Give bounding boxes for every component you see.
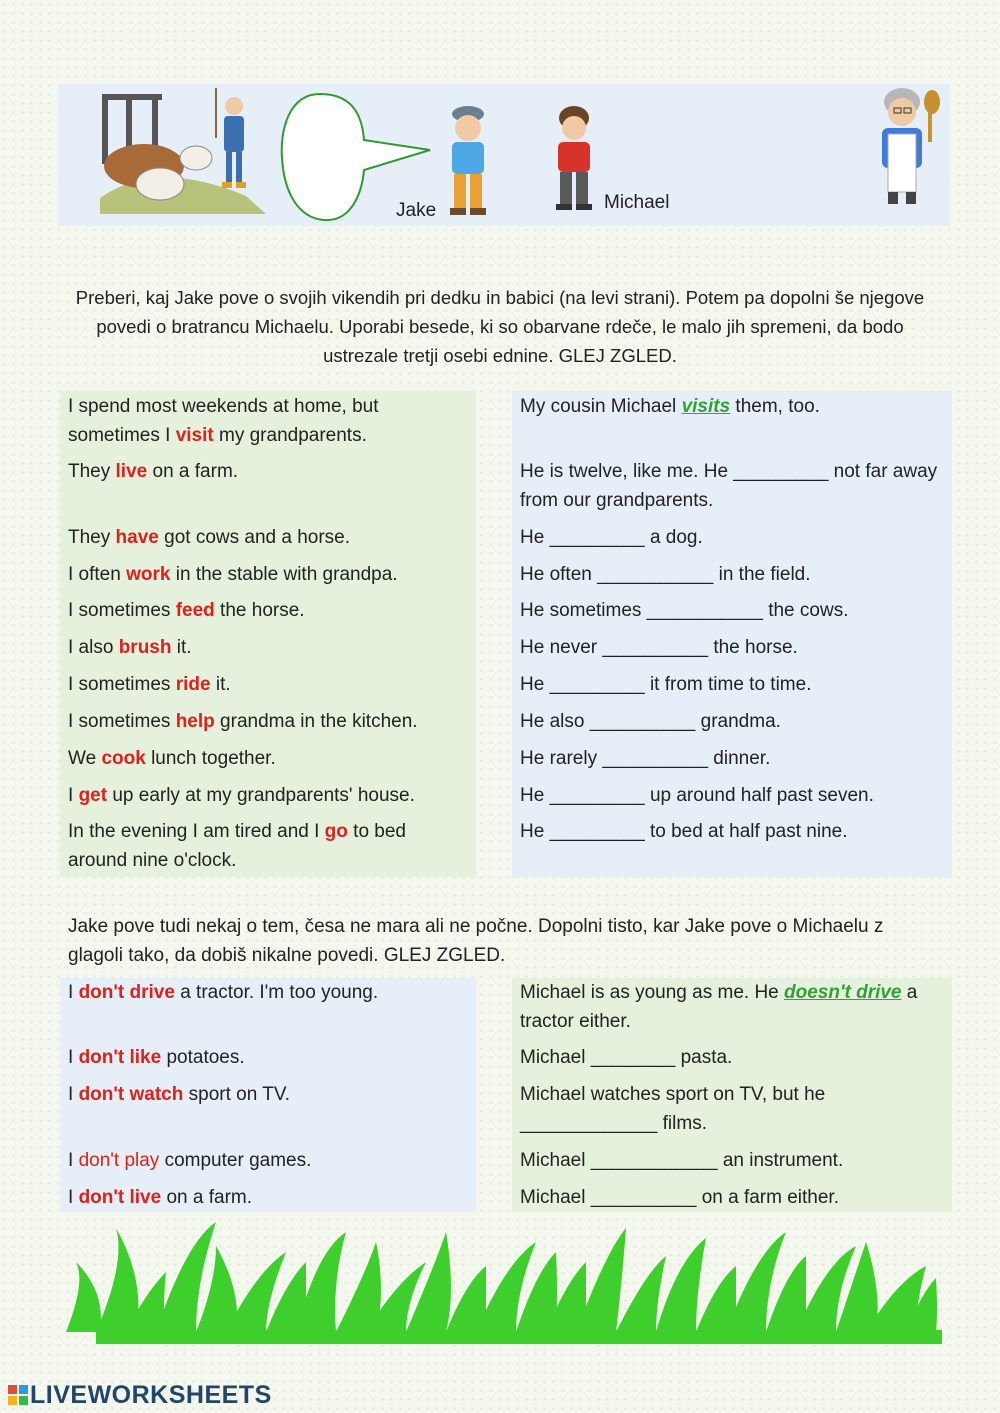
jake-sentence: I also brush it. bbox=[68, 637, 192, 658]
michael-gap-sentence: He sometimes ___________ the cows. bbox=[520, 600, 849, 621]
michael-negative-gap: Michael __________ on a farm either. bbox=[520, 1187, 839, 1208]
instructions-negative: Jake pove tudi nekaj o tem, česa ne mara ali ne počne. Dopolni tisto, kar Jake pove o Michaelu z glagoli tako, da dobiš nikalne povedi. GLEJ ZGLED. bbox=[68, 916, 884, 966]
jake-sentence: In the evening I am tired and I go to bed around nine o'clock. bbox=[68, 821, 406, 871]
michael-gap-sentence: He also __________ grandma. bbox=[520, 711, 781, 732]
instructions-intro: Preberi, kaj Jake pove o svojih vikendih pri dedku in babici (na levi strani). Potem pa dopolni še njegove povedi o bratrancu Michaelu. Uporabi besede, ki so obarvane rdeče, le malo jih spremeni, da bodo ustrezale tretji osebi ednine. GLEJ ZGLED. bbox=[75, 287, 925, 366]
michael-gap-sentence: He never __________ the horse. bbox=[520, 637, 798, 658]
michael-gap-sentence: He often ___________ in the field. bbox=[520, 564, 811, 585]
jake-negative-sentence: I don't like potatoes. bbox=[68, 1047, 245, 1068]
logo-text: LIVEWORKSHEETS bbox=[30, 1381, 272, 1409]
michael-gap-sentence: He _________ to bed at half past nine. bbox=[520, 821, 848, 842]
michael-gap-sentence: He _________ it from time to time. bbox=[520, 674, 812, 695]
jake-sentence: They live on a farm. bbox=[68, 461, 239, 482]
jake-negative-sentence: I don't live on a farm. bbox=[68, 1187, 253, 1208]
michael-figure bbox=[548, 104, 604, 214]
jake-sentence: I sometimes feed the horse. bbox=[68, 600, 305, 621]
michael-gap-sentence: He _________ up around half past seven. bbox=[520, 785, 874, 806]
liveworksheets-logo[interactable] bbox=[8, 1381, 272, 1410]
jake-sentence: I spend most weekends at home, but sometimes I visit my grandparents. bbox=[68, 396, 379, 446]
jake-sentence: They have got cows and a horse. bbox=[68, 527, 351, 548]
michael-negative-gap: Michael watches sport on TV, but he _____________ films. bbox=[520, 1084, 826, 1134]
farm-scene-illustration bbox=[96, 88, 276, 218]
jake-negative-sentence: I don't play computer games. bbox=[68, 1150, 312, 1171]
michael-negative-gap: Michael ____________ an instrument. bbox=[520, 1150, 844, 1171]
jake-sentence: I often work in the stable with grandpa. bbox=[68, 564, 398, 585]
jake-sentence: I get up early at my grandparents' house. bbox=[68, 785, 415, 806]
jake-figure bbox=[440, 104, 496, 220]
michael-gap-sentence: He is twelve, like me. He _________ not far away from our grandparents. bbox=[520, 461, 938, 511]
michael-negative-example: Michael is as young as me. He doesn't drive a tractor either. bbox=[520, 982, 918, 1032]
michael-label: Michael bbox=[604, 192, 670, 213]
michael-gap-sentence: He rarely __________ dinner. bbox=[520, 748, 771, 769]
michael-negative-gap: Michael ________ pasta. bbox=[520, 1047, 733, 1068]
jake-sentence: We cook lunch together. bbox=[68, 748, 276, 769]
michael-gap-sentence: He _________ a dog. bbox=[520, 527, 703, 548]
grandma-figure bbox=[866, 84, 948, 214]
jake-sentence: I sometimes help grandma in the kitchen. bbox=[68, 711, 418, 732]
michael-example-sentence: My cousin Michael visits them, too. bbox=[520, 396, 820, 417]
jake-negative-sentence: I don't drive a tractor. I'm too young. bbox=[68, 982, 379, 1003]
jake-negative-sentence: I don't watch sport on TV. bbox=[68, 1084, 291, 1105]
logo-mark-icon bbox=[8, 1385, 28, 1405]
jake-sentence: I sometimes ride it. bbox=[68, 674, 231, 695]
jake-label: Jake bbox=[396, 200, 437, 221]
grass-decoration bbox=[66, 1222, 942, 1348]
